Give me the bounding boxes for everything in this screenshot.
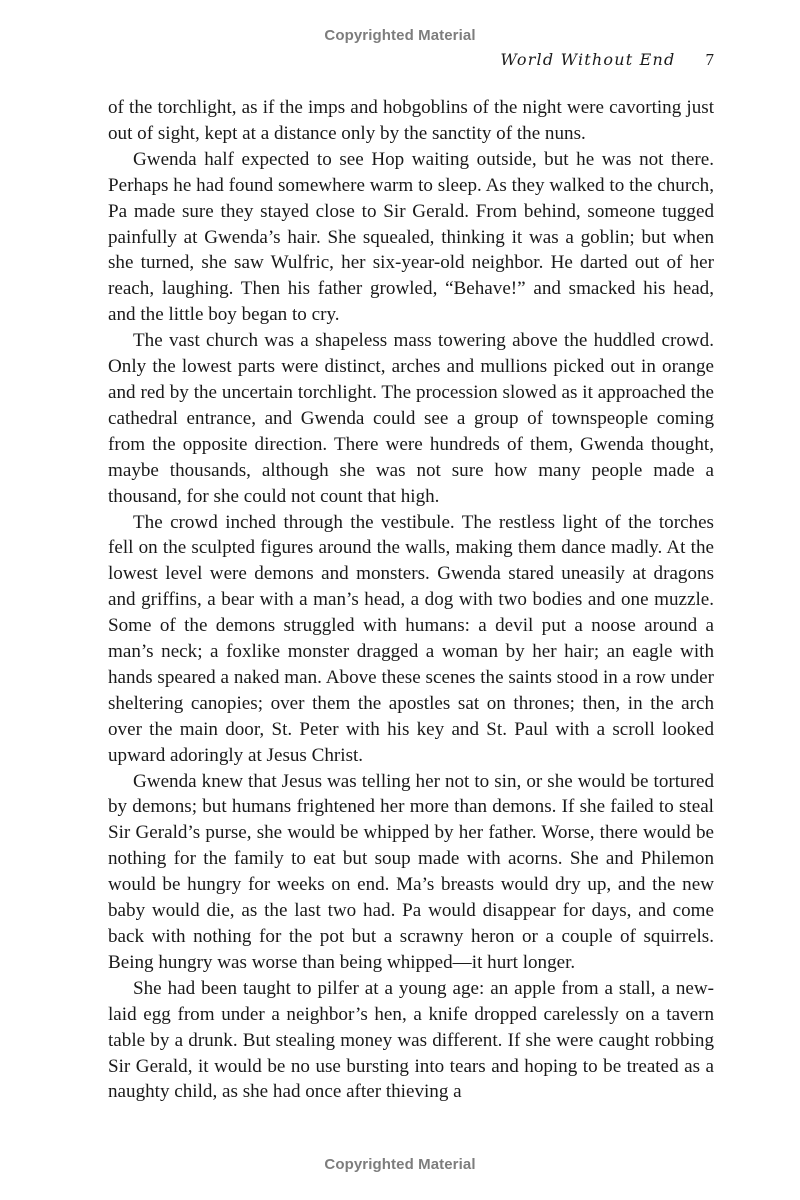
- paragraph: The crowd inched through the vestibule. The restless light of the torches fell on the sculpted figures around the walls, making them dance madly. At the lowest level were demons and monsters. Gwenda stared uneasily at dragons and griffins, a bear with a man’s head, a dog with two bodies and one muzzle. Some of the demons struggled with humans: a devil put a noose around a man’s neck; a foxlike monster dragged a woman by her hair; an eagle with hands speared a naked man. Above these scenes the saints stood in a row under sheltering canopies; over them the apostles sat on thrones; then, in the arch over the main door, St. Peter with his key and St. Paul with a scroll looked upward adoringly at Jesus Christ.: [108, 511, 714, 766]
- page-number: 7: [705, 50, 714, 69]
- paragraph: The vast church was a shapeless mass towering above the huddled crowd. Only the lowest parts were distinct, arches and mullions picked out in orange and red by the uncertain torchlight. The procession slowed as it approached the cathedral entrance, and Gwenda could see a group of townspeople coming from the opposite direction. There were hundreds of them, Gwenda thought, maybe thousands, although she was not sure how many people made a thousand, for she could not count that high.: [108, 330, 714, 507]
- paragraph: Gwenda half expected to see Hop waiting outside, but he was not there. Perhaps he had found somewhere warm to sleep. As they walked to the church, Pa made sure they stayed close to Sir Gerald. From behind, someone tugged painfully at Gwenda’s hair. She squealed, thinking it was a goblin; but when she turned, she saw Wulfric, her six-year-old neighbor. He darted out of her reach, laughing. Then his father growled, “Behave!” and smacked his head, and the little boy began to cry.: [108, 148, 714, 326]
- body-text: [108, 95, 714, 1105]
- copyright-watermark-top: Copyrighted Material: [324, 27, 476, 44]
- paragraph: Gwenda knew that Jesus was telling her not to sin, or she would be tortured by demons; but humans frightened her more than demons. If she failed to steal Sir Gerald’s purse, she would be whipped by her father. Worse, there would be nothing for the family to eat but soup made with acorns. She and Philemon would be hungry for weeks on end. Ma’s breasts would dry up, and the new baby would die, as the last two had. Pa would disappear for days, and come back with nothing for the pot but a scrawny heron or a couple of squirrels. Being hungry was worse than being whipped—it hurt longer.: [108, 770, 714, 973]
- paragraph: of the torchlight, as if the imps and hobgoblins of the night were cavorting just out of sight, kept at a distance only by the sanctity of the nuns.: [108, 97, 714, 144]
- paragraph: She had been taught to pilfer at a young age: an apple from a stall, a new-laid egg from under a neighbor’s hen, a knife dropped carelessly on a tavern table by a drunk. But stealing money was different. If she were caught robbing Sir Gerald, it would be no use bursting into tears and hoping to be treated as a naughty child, as she had once after thieving a: [108, 977, 714, 1103]
- running-head: [500, 50, 714, 70]
- book-title: World Without End: [500, 50, 676, 69]
- copyright-watermark-bottom: Copyrighted Material: [324, 1156, 476, 1173]
